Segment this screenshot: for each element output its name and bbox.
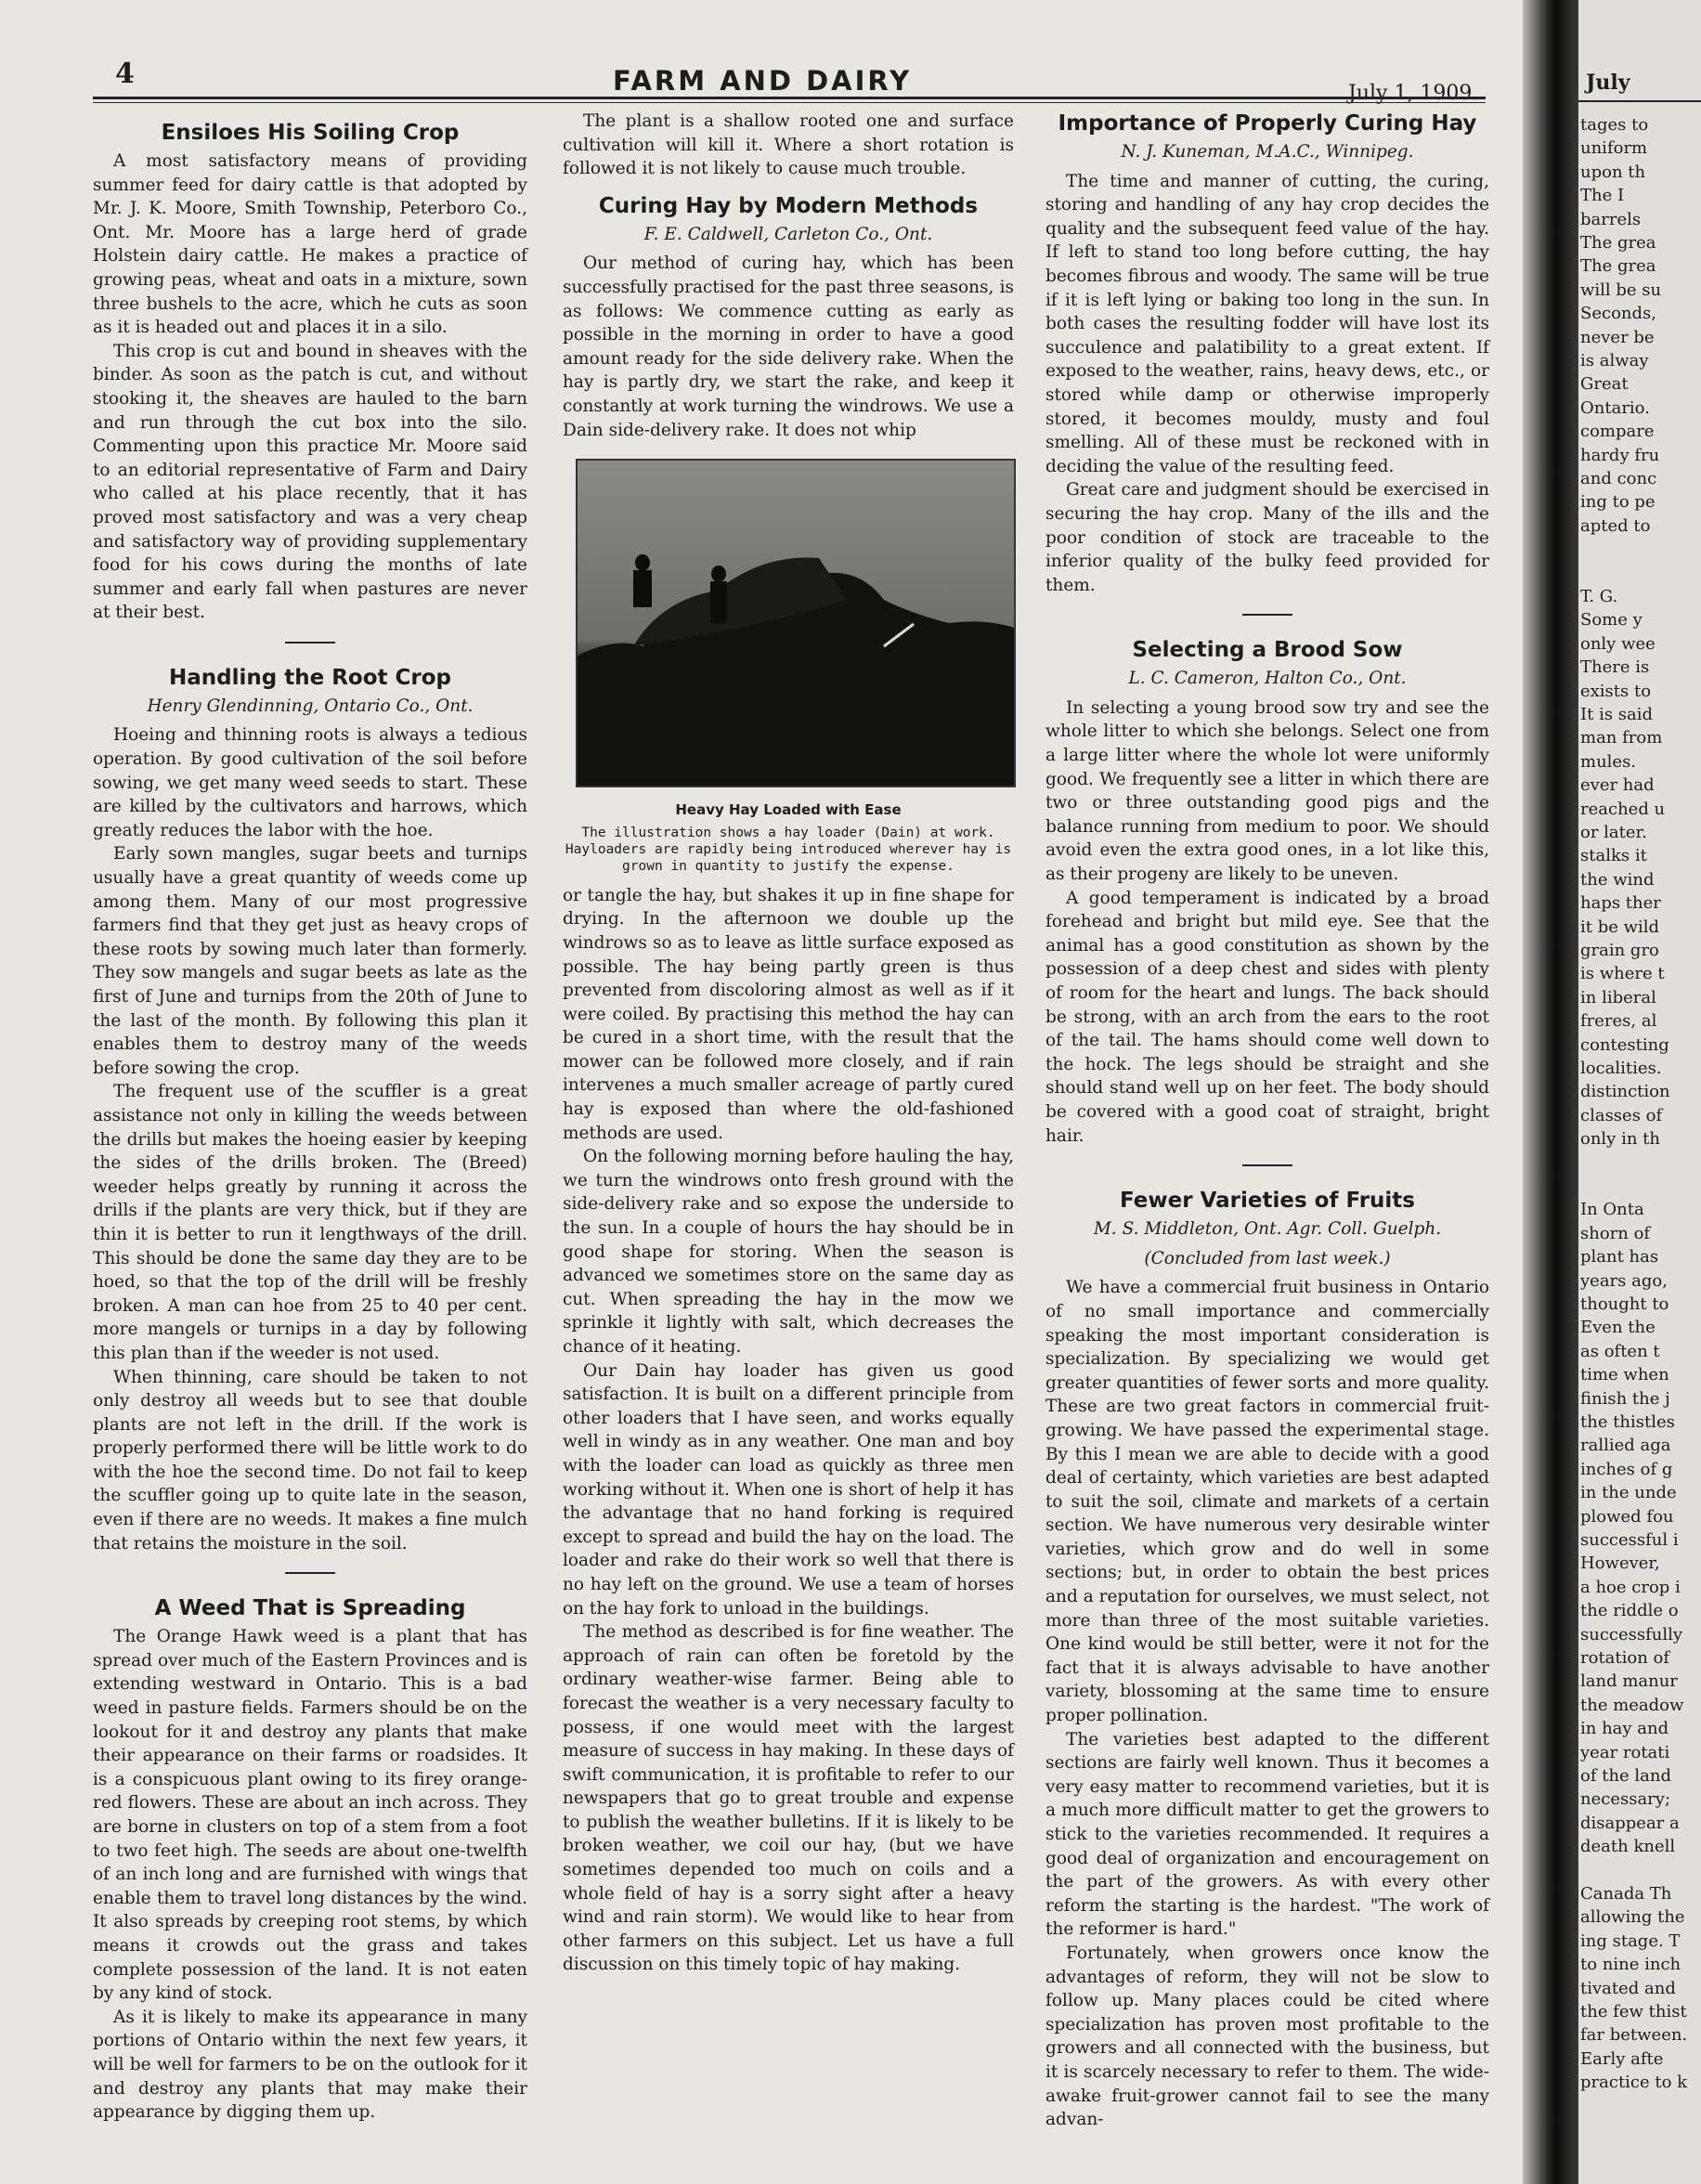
- page-number: 4: [115, 58, 135, 90]
- adjacent-text-fragment: hardy fru: [1580, 445, 1660, 465]
- adjacent-text-fragment: ing to pe: [1580, 492, 1656, 513]
- column-3: [1045, 110, 1489, 2132]
- adjacent-text-fragment: time when: [1580, 1365, 1669, 1385]
- paragraph: Great care and judgment should be exercised in securing the hay crop. Many of the ills and the poor condition of stock are traceable to the inferior quality of the bulky feed provided for them.: [1045, 480, 1489, 595]
- paragraph: We have a commercial fruit business in Ontario of no small importance and commercially speaking the most important consideration is specialization. By specializing we would get greater quantities of fewer sorts and more quality. These are two great factors in commercial fruit-growing. We have passed the experimental stage. By this I mean we are able to decide with a good deal of certainty, which varieties are best adapted to suit the soil, climate and markets of a certain section. We have numerous very desirable winter varieties, which grow and do well in some sections; but, in order to obtain the best prices and a reputation for ourselves, we must select, not more than three of the most suitable varieties. One kind would be still better, were it not for the fact that it is always advisable to have another variety, blossoming at the same time to ensure proper pollination.: [1045, 1278, 1489, 1726]
- adjacent-text-fragment: the wind: [1580, 869, 1655, 890]
- article-title: Curing Hay by Modern Methods: [598, 193, 979, 218]
- header-rule: [1578, 100, 1701, 102]
- adjacent-text-fragment: the thistles: [1580, 1412, 1675, 1432]
- hay-loader-photo: [576, 459, 1016, 787]
- adjacent-text-fragment: Even the: [1580, 1318, 1656, 1338]
- adjacent-text-fragment: the few thist: [1580, 2002, 1687, 2022]
- adjacent-text-fragment: contesting: [1580, 1034, 1669, 1055]
- article-title: Ensiloes His Soiling Crop: [161, 121, 460, 145]
- column-1: [93, 110, 527, 2125]
- adjacent-text-fragment: in the unde: [1580, 1483, 1677, 1503]
- adjacent-text-fragment: T. G.: [1580, 587, 1618, 606]
- adjacent-text-fragment: necessary;: [1580, 1789, 1671, 1810]
- byline: Henry Glendinning, Ontario Co., Ont.: [147, 696, 474, 716]
- column-2: [563, 110, 1014, 1977]
- adjacent-text-fragment: ing stage. T: [1580, 1930, 1681, 1951]
- adjacent-text-fragment: death knell: [1580, 1837, 1676, 1857]
- adjacent-text-fragment: allowing the: [1580, 1907, 1685, 1928]
- paragraph: The method as described is for fine weather. The approach of rain can often be foretold by the ordinary weather-wise farmer. Being able to forecast the weather is a very necessary faculty to possess, if one would meet with the largest measure of success in hay making. In these days of swift communication, it is profitable to refer to our newspapers that go to great trouble and expense to publish the weather bulletins. If it is likely to be broken weather, we coil our hay, (but we have sometimes depended too much on coils and a whole field of hay is a sorry sight after a heavy wind and rain storm). We would like to hear from other farmers on this subject. Let us have a full discussion on this timely topic of hay making.: [563, 1622, 1014, 1975]
- adjacent-text-fragment: rotation of: [1580, 1648, 1670, 1668]
- adjacent-text-fragment: haps ther: [1580, 893, 1661, 914]
- adjacent-text-fragment: year rotati: [1580, 1742, 1670, 1762]
- paragraph: The Orange Hawk weed is a plant that has spread over much of the Eastern Provinces and is extending westward in Ontario. This is a bad weed in pasture fields. Farmers should be on the lookout for it and destroy any plants that make their appearance on their farms or roadsides. It is a conspicuous plant owing to its firey orange-red flowers. These are about an inch across. They are borne in clusters on top of a stem from a foot to two feet high. The seeds are about one-twelfth of an inch long and are furnished with wings that enable them to travel long distances by the wind. It also spreads by creeping root stems, by which means it crowds out the grass and takes complete possession of the land. It is not eaten by any kind of stock.: [93, 1627, 527, 2004]
- paragraph: The frequent use of the scuffler is a great assistance not only in killing the weeds between the drills but makes the hoeing easier by keeping the sides of the drills broken. The (Breed) weeder helps greatly by running it across the drills if the plants are very thick, but if they are thin it is better to run it lengthways of the drill. This should be done the same day they are to be hoed, so that the top of the drill will be freshly broken. A man can hoe from 25 to 40 per cent. more mangels or turnips in a day by following this plan than if the weeder is not used.: [93, 1082, 527, 1363]
- adjacent-text-fragment: practice to k: [1580, 2073, 1688, 2093]
- adjacent-text-fragment: The grea: [1580, 256, 1656, 277]
- paragraph: Fortunately, when growers once know the advantages of reform, they will not be slow to follow up. Many places could be cited where specialization has proven most profitable to the growers and all connected with the business, but it is scarcely necessary to refer to them. The wide-awake fruit-grower cannot fail to see the many advan-: [1045, 1943, 1489, 2130]
- adjacent-text-fragment: upon th: [1580, 162, 1646, 182]
- adjacent-text-fragment: never be: [1580, 327, 1655, 347]
- adjacent-text-fragment: mules.: [1580, 751, 1637, 772]
- adjacent-text-fragment: The I: [1580, 186, 1625, 206]
- article-title: Importance of Properly Curing Hay: [1058, 111, 1477, 136]
- adjacent-text-fragment: rallied aga: [1580, 1436, 1671, 1456]
- adjacent-text-fragment: shorn of: [1580, 1223, 1651, 1243]
- adjacent-text-fragment: distinction: [1580, 1082, 1670, 1102]
- adjacent-text-fragment: inches of g: [1580, 1459, 1673, 1479]
- photo-caption: The illustration shows a hay loader (Dain) at work. Hayloaders are rapidly being introduced wherever hay is grown in quantity to justify the expense.: [565, 825, 1012, 874]
- paragraph: Our method of curing hay, which has been successfully practised for the past three seasons, is as follows: We commence cutting as early as possible in the morning in order to have a good amount ready for the side delivery rake. When the hay is partly dry, we start the rake, and keep it constantly at work turning the windrows. We use a Dain side-delivery rake. It does not whip: [563, 254, 1014, 440]
- article-title: Fewer Varieties of Fruits: [1120, 1189, 1415, 1214]
- adjacent-text-fragment: land manur: [1580, 1671, 1678, 1692]
- paragraph: The varieties best adapted to the different sections are fairly well known. Thus it becomes a very easy matter to recommend varieties, but it is a much more difficult matter to get the growers to stick to the varieties recommended. It requires a good deal of organization and encouragement on the part of the growers. As with every other reform the starting is the hardest. "The work of the reformer is hard.": [1045, 1729, 1489, 1940]
- adjacent-text-fragment: ever had: [1580, 775, 1655, 796]
- adjacent-text-fragment: successfully: [1580, 1624, 1683, 1644]
- continuation-note: (Concluded from last week.): [1144, 1248, 1391, 1268]
- binding-gutter: [1523, 0, 1578, 2184]
- adjacent-text-fragment: The grea: [1580, 233, 1656, 253]
- byline: F. E. Caldwell, Carleton Co., Ont.: [643, 224, 933, 244]
- adjacent-text-fragment: localities.: [1580, 1059, 1662, 1078]
- adjacent-text-fragment: will be su: [1580, 280, 1662, 300]
- paragraph: The time and manner of cutting, the curing, storing and handling of any hay crop decides the quality and the subsequent feed value of the hay. If left to stand too long before cutting, the hay becomes fibrous and woody. The same will be true if it is left lying or baking too long in the sun. In both cases the resulting fodder will have lost its succulence and palatibility to a great extent. If exposed to the weather, rains, heavy dews, etc., or stored while damp or otherwise improperly stored, it becomes mouldy, musty and foul smelling. All of these must be reckoned with in deciding the value of the resulting feed.: [1045, 171, 1489, 476]
- adjacent-text-fragment: There is: [1580, 657, 1650, 678]
- adjacent-text-fragment: It is said: [1580, 705, 1654, 724]
- adjacent-text-fragment: in liberal: [1580, 987, 1656, 1008]
- adjacent-text-fragment: only in th: [1580, 1129, 1660, 1150]
- adjacent-text-fragment: to nine inch: [1580, 1955, 1682, 1975]
- adjacent-text-fragment: Canada Th: [1580, 1884, 1672, 1904]
- adjacent-text-fragment: Ontario.: [1580, 397, 1650, 418]
- article-divider: [1242, 614, 1292, 616]
- adjacent-text-fragment: plowed fou: [1580, 1506, 1674, 1527]
- byline: N. J. Kuneman, M.A.C., Winnipeg.: [1121, 142, 1414, 162]
- adjacent-text-fragment: is alway: [1580, 351, 1649, 370]
- adjacent-text-fragment: only wee: [1580, 633, 1656, 654]
- adjacent-text-fragment: a hoe crop i: [1580, 1577, 1681, 1597]
- adjacent-text-fragment: barrels: [1580, 209, 1642, 229]
- adjacent-text-fragment: far between.: [1580, 2025, 1688, 2046]
- header-rule: [93, 97, 1486, 99]
- article-divider: [1242, 1164, 1292, 1166]
- adjacent-text-fragment: In Onta: [1580, 1200, 1644, 1220]
- article-title: Handling the Root Crop: [169, 665, 451, 690]
- adjacent-text-fragment: is where t: [1580, 964, 1665, 984]
- adjacent-text-fragment: exists to: [1580, 681, 1652, 701]
- adjacent-text-fragment: man from: [1580, 728, 1663, 748]
- paragraph: This crop is cut and bound in sheaves with the binder. As soon as the patch is cut, and without stooking it, the sheaves are hauled to the barn and run through the cut box into the silo. Commenting upon this practice Mr. Moore said to an editorial representative of Farm and Dairy who called at his place recently, that it has proved most satisfactory and was a very cheap and satisfactory way of providing supplementary food for his cows during the months of late summer and early fall when pastures are never at their best.: [93, 341, 527, 623]
- adjacent-text-fragment: freres, al: [1580, 1011, 1657, 1032]
- photo-title: Heavy Hay Loaded with Ease: [675, 801, 902, 819]
- paragraph: The plant is a shallow rooted one and surface cultivation will kill it. Where a short rotation is followed it is not likely to cause much trouble.: [563, 111, 1014, 179]
- adjacent-text-fragment: of the land: [1580, 1766, 1672, 1786]
- adjacent-text-fragment: successful i: [1580, 1530, 1679, 1550]
- adjacent-text-fragment: uniform: [1580, 138, 1648, 159]
- paragraph: On the following morning before hauling the hay, we turn the windrows onto fresh ground with the side-delivery rake and so expose the underside to the sun. In a couple of hours the hay should be in good shape for storing. When the season is advanced we sometimes store on the same day as cut. When spreading the hay in the mow we sprinkle it lightly with salt, which decreases the chance of it heating.: [563, 1147, 1014, 1357]
- adjacent-text-fragment: Great: [1580, 374, 1629, 395]
- adjacent-text-fragment: and conc: [1580, 469, 1657, 488]
- adjacent-text-fragment: finish the j: [1580, 1388, 1670, 1409]
- adjacent-text-fragment: disappear a: [1580, 1813, 1680, 1833]
- byline: M. S. Middleton, Ont. Agr. Coll. Guelph.: [1093, 1219, 1442, 1240]
- paragraph: As it is likely to make its appearance in many portions of Ontario within the next few years, it will be well for farmers to be on the outlook for it and destroy any plants that may make their appearance by digging them up.: [93, 2007, 527, 2123]
- adjacent-text-fragment: in hay and: [1580, 1719, 1669, 1739]
- adjacent-text-fragment: as often t: [1580, 1341, 1660, 1361]
- adjacent-text-fragment: the meadow: [1580, 1695, 1684, 1715]
- adjacent-text-fragment: years ago,: [1580, 1270, 1668, 1291]
- adjacent-text-fragment: However,: [1580, 1554, 1660, 1574]
- adjacent-text-fragment: or later.: [1580, 823, 1647, 842]
- adjacent-page: [1578, 0, 1701, 2184]
- article-title: Selecting a Brood Sow: [1132, 638, 1403, 663]
- adjacent-text-fragment: reached u: [1580, 799, 1666, 819]
- article-title: A Weed That is Spreading: [154, 1596, 466, 1621]
- adjacent-text-fragment: grain gro: [1580, 941, 1659, 960]
- adjacent-text-fragment: it be wild: [1580, 916, 1660, 937]
- paragraph: In selecting a young brood sow try and see the whole litter to which she belongs. Select one from a large litter where the whole lot were uniformly good. We frequently see a litter in which there are two or three outstanding good pigs and the balance running from medium to poor. We should avoid even the extra good ones, in a lot like this, as their progeny are likely to be uneven.: [1045, 697, 1489, 885]
- adjacent-text-fragment: tivated and: [1580, 1978, 1676, 1998]
- article-divider: [285, 642, 335, 644]
- adjacent-page-header: July: [1586, 71, 1630, 95]
- header-rule-thin: [93, 102, 1486, 103]
- paragraph: When thinning, care should be taken to not only destroy all weeds but to see that double plants are not left in the drill. If the work is properly performed there will be little work to do with the hoe the second time. Do not fail to keep the scuffler going up to quite late in the season, even if there are no weeds. It makes a fine mulch that retains the moisture in the soil.: [93, 1367, 527, 1554]
- adjacent-text-fragment: classes of: [1580, 1105, 1663, 1125]
- byline: L. C. Cameron, Halton Co., Ont.: [1128, 669, 1407, 689]
- paragraph: Hoeing and thinning roots is always a tedious operation. By good cultivation of the soil before sowing, we get many weed seeds to start. These are killed by the cultivators and harrows, which greatly reduces the labor with the hoe.: [93, 725, 527, 840]
- paragraph: A good temperament is indicated by a broad forehead and bright but mild eye. See that the animal has a good constitution as shown by the possession of a deep chest and sides with plenty of room for the heart and lungs. The back should be strong, with an arch from the ears to the root of the tail. The hams should come well down to the hock. The legs should be straight and she should stand well up on her feet. The body should be covered with a good coat of straight, bright hair.: [1045, 888, 1489, 1146]
- adjacent-text-fragment: compare: [1580, 422, 1655, 442]
- paragraph: Our Dain hay loader has given us good satisfaction. It is built on a different principle from other loaders that I have seen, and works equally well in windy as in any weather. One man and boy with the loader can load as quickly as three men working without it. When one is short of help it has the advantage that no hand forking is required except to spread and build the hay on the load. The loader and rake do their work so well that there is no hay left on the ground. We use a team of horses on the hay fork to unload in the buildings.: [563, 1360, 1014, 1618]
- adjacent-text-fragment: apted to: [1580, 515, 1651, 536]
- paragraph: A most satisfactory means of providing summer feed for dairy cattle is that adopted by Mr. J. K. Moore, Smith Township, Peterboro Co., Ont. Mr. Moore has a large herd of grade Holstein dairy cattle. He makes a practice of growing peas, wheat and oats in a mixture, sown three bushels to the acre, which he cuts as soon as it is headed out and places it in a silo.: [93, 151, 527, 338]
- adjacent-text-fragment: Seconds,: [1580, 304, 1656, 324]
- paragraph: Early sown mangles, sugar beets and turnips usually have a great quantity of weeds come up among them. Many of our most progressive farmers find that they get just as heavy crops of these roots by sowing much later than formerly. They sow mangels and sugar beets as late as the first of June and turnips from the 20th of June to the last of the month. By following this plan it enables them to destroy many of the weeds before sowing the crop.: [93, 844, 527, 1078]
- issue-date: July 1, 1909.: [1348, 82, 1479, 105]
- article-divider: [285, 1572, 335, 1574]
- adjacent-text-fragment: Early afte: [1580, 2048, 1664, 2069]
- adjacent-text-fragment: thought to: [1580, 1294, 1669, 1314]
- paragraph: or tangle the hay, but shakes it up in fine shape for drying. In the afternoon we double up the windrows so as to leave as little surface exposed as possible. The hay being partly green is thus prevented from discoloring almost as well as if it were coiled. By practising this method the hay can be cured in a short time, with the result that the mower can be followed more closely, and if rain intervenes a much smaller acreage of partly cured hay is exposed than where the old-fashioned methods are used.: [563, 885, 1014, 1143]
- adjacent-text-fragment: the riddle o: [1580, 1601, 1679, 1621]
- adjacent-text-fragment: Some y: [1580, 610, 1643, 630]
- adjacent-text-fragment: tages to: [1580, 115, 1649, 135]
- adjacent-text-fragment: plant has: [1580, 1247, 1659, 1268]
- masthead: FARM AND DAIRY: [613, 65, 913, 97]
- adjacent-text-fragment: stalks it: [1580, 846, 1647, 866]
